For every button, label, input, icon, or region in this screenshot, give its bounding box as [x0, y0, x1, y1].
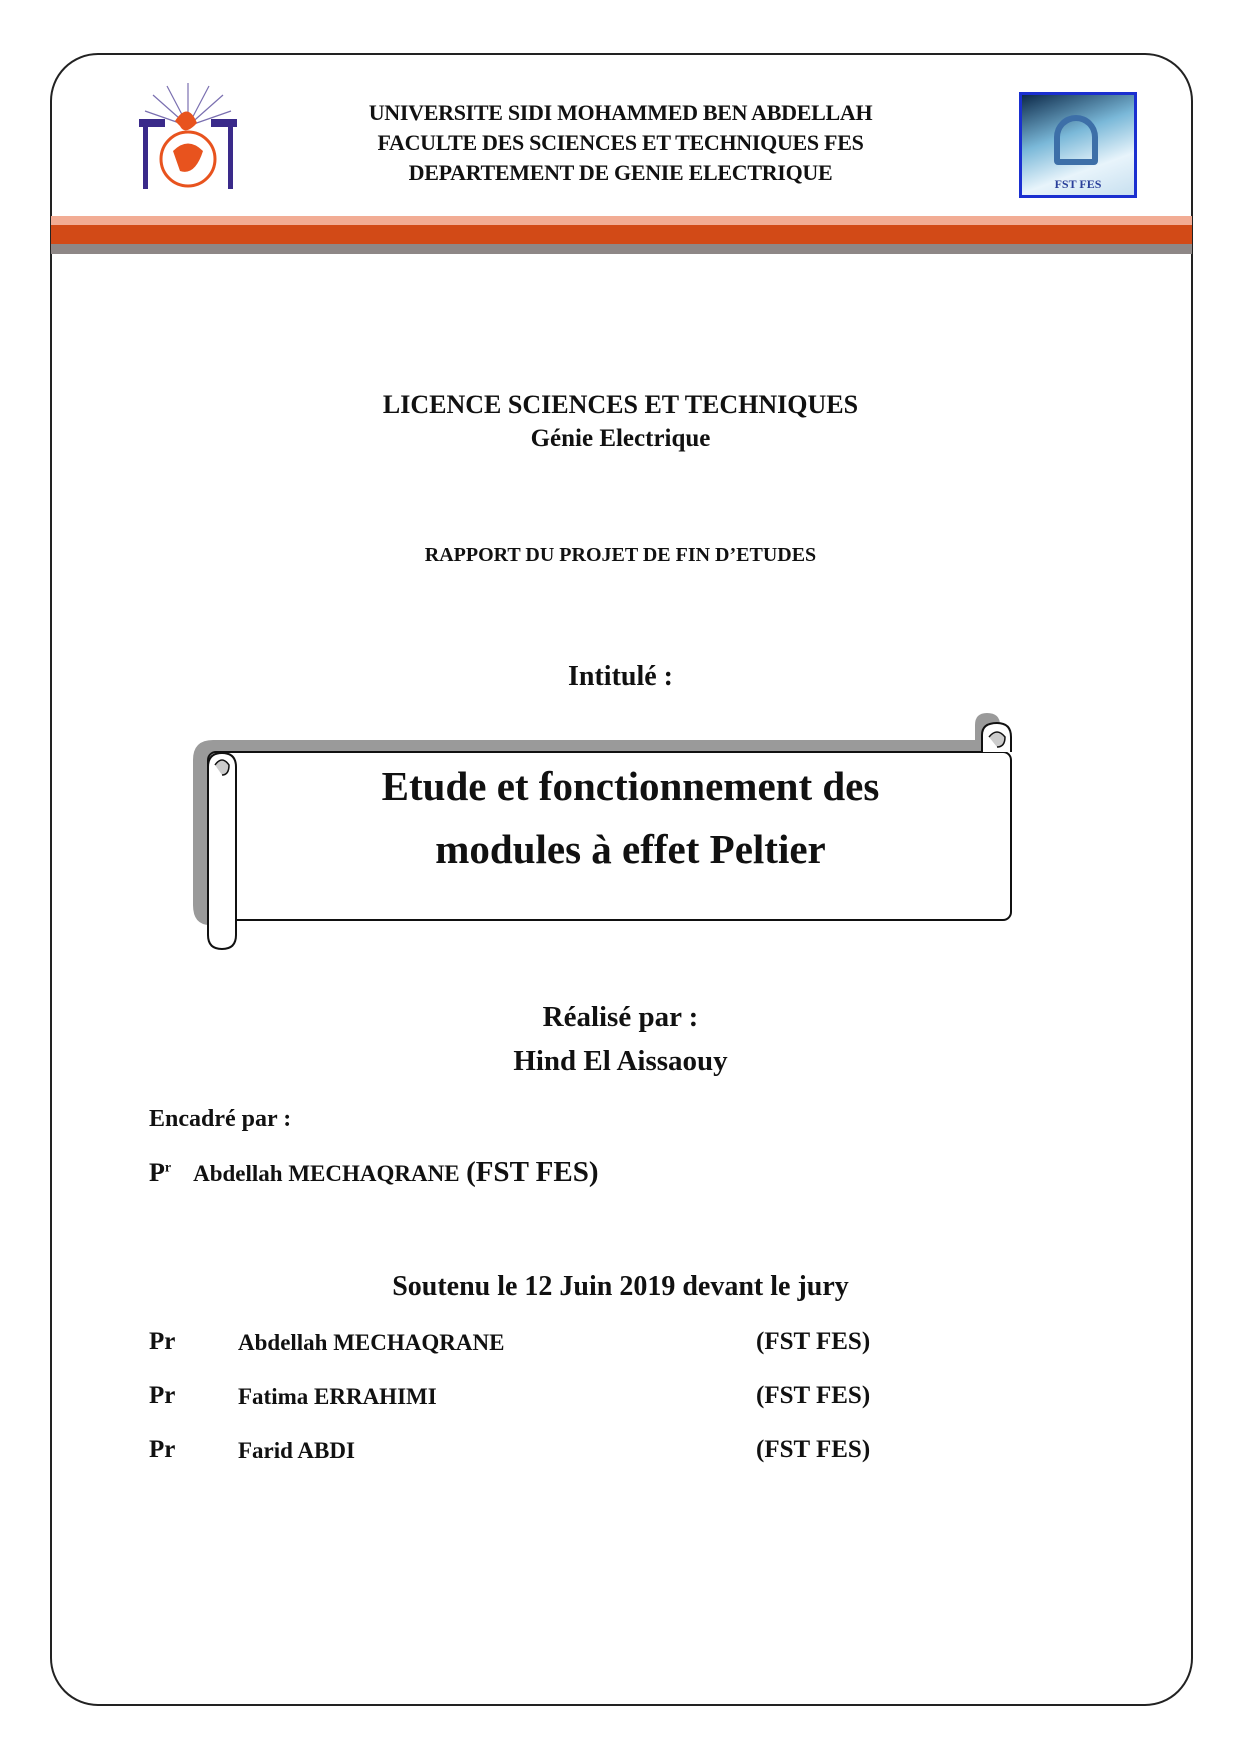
- jury-title: Pr: [149, 1436, 176, 1463]
- university-name: UNIVERSITE SIDI MOHAMMED BEN ABDELLAH: [368, 100, 873, 125]
- intitule-label: Intitulé :: [568, 661, 673, 692]
- degree-title: LICENCE SCIENCES ET TECHNIQUES: [382, 390, 859, 419]
- author-label: Réalisé par :: [542, 1001, 699, 1033]
- jury-name: Fatima ERRAHIMI: [238, 1384, 437, 1409]
- jury-name: Farid ABDI: [238, 1438, 355, 1463]
- supervisor-name: Abdellah MECHAQRANE: [193, 1161, 460, 1186]
- jury-title: Pr: [149, 1328, 176, 1355]
- header-band-gray: [51, 244, 1192, 254]
- department-name: DEPARTEMENT DE GENIE ELECTRIQUE: [408, 160, 833, 185]
- report-type: RAPPORT DU PROJET DE FIN D’ETUDES: [424, 544, 817, 566]
- degree-subtitle: Génie Electrique: [530, 425, 711, 452]
- faculty-name: FACULTE DES SCIENCES ET TECHNIQUES FES: [377, 130, 864, 155]
- supervisor-affiliation: (FST FES): [466, 1156, 599, 1188]
- supervisor-prefix: P: [149, 1158, 165, 1187]
- author-name: Hind El Aissaouy: [513, 1045, 728, 1077]
- report-title-line-1: Etude et fonctionnement des: [381, 763, 880, 809]
- fst-fes-logo-text: FST FES: [1054, 177, 1102, 191]
- header-band-light: [51, 216, 1192, 225]
- jury-affiliation: (FST FES): [756, 1328, 871, 1355]
- jury-title: Pr: [149, 1382, 176, 1409]
- supervisor-prefix-sup: r: [164, 1160, 172, 1176]
- report-title-line-2: modules à effet Peltier: [435, 826, 826, 872]
- fst-fes-logo: [1019, 92, 1137, 198]
- jury-affiliation: (FST FES): [756, 1436, 871, 1463]
- defense-line: Soutenu le 12 Juin 2019 devant le jury: [392, 1271, 849, 1302]
- supervisor-label: Encadré par :: [149, 1106, 292, 1132]
- jury-affiliation: (FST FES): [756, 1382, 871, 1409]
- supervisor-line: [149, 1156, 598, 1189]
- header-band-orange: [51, 225, 1192, 244]
- jury-name: Abdellah MECHAQRANE: [238, 1330, 505, 1355]
